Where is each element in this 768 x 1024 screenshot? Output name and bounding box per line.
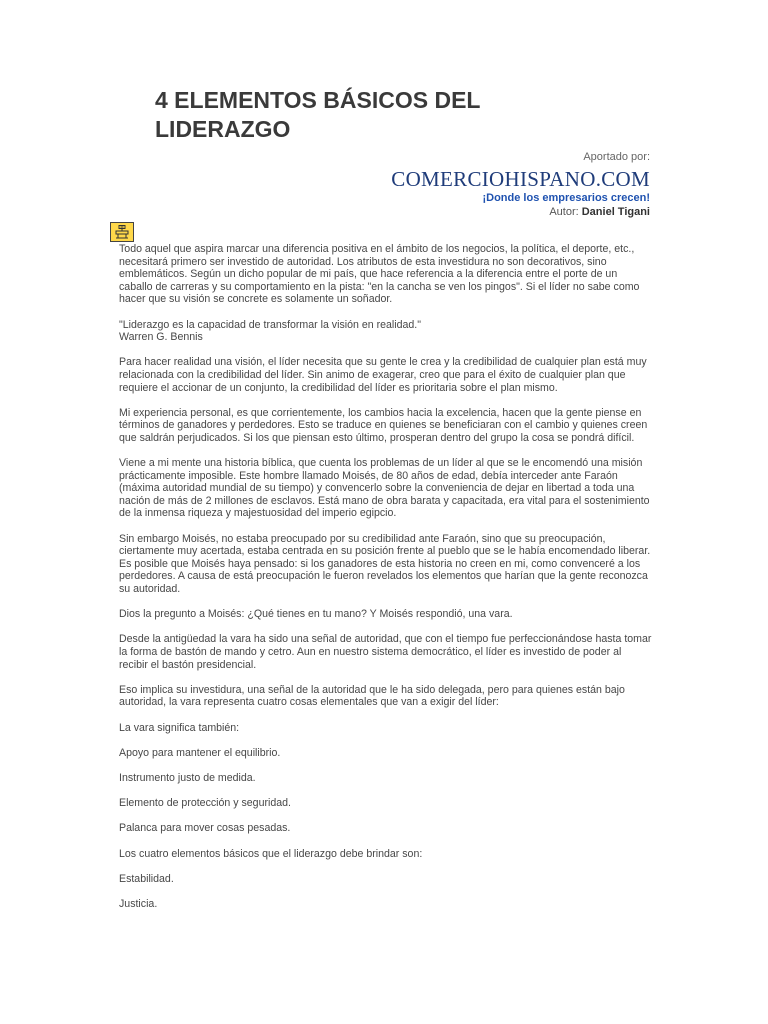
author-name: Daniel Tigani (581, 206, 650, 218)
quote-paragraph (119, 319, 653, 344)
list-item: Estabilidad. (119, 872, 174, 885)
list-item: Justicia. (119, 897, 158, 910)
paragraph: Viene a mi mente una historia bíblica, que cuenta los problemas de un líder al que se le encomendó una misión prácticamente imposible. Este hombre llamado Moisés, de 80 años de edad, debía interceder ante Faraón (máxima autoridad mundial de su tiempo) y convencerlo sobre la conveniencia de dejar en libertad a toda una nación de más de 2 millones de esclavos. Está mano de obra barata y capacitada, era vital para el sostenimiento de la inmensa riqueza y majestuosidad del imperio egipcio. (119, 457, 650, 520)
paragraph: Los cuatro elementos básicos que el liderazgo debe brindar son: (119, 847, 423, 860)
brand-tagline: ¡Donde los empresarios crecen! (482, 192, 650, 204)
author-label: Autor: (549, 206, 579, 218)
paragraph: Sin embargo Moisés, no estaba preocupado por su credibilidad ante Faraón, sino que su preocupación, ciertamente muy acertada, estaba centrada en su posición frente al pueblo que se le había encomendado liberar. Es posible que Moisés haya pensado: si los ganadores de esta historia no creen en mi, como convenceré a los perdedores. A causa de está preocupación le fueron revelados los elementos que harían que la gente reconozca su autoridad. (119, 532, 651, 596)
ornament-icon-graphic (114, 225, 130, 239)
paragraph: Todo aquel que aspira marcar una diferencia positiva en el ámbito de los negocios, la política, el deporte, etc., necesitará primero ser investido de autoridad. Los atributos de esta investidura no son decorativos, sino emblemáticos. Según un dicho popular de mi país, que hace referencia a la diferencia entre el porte de un caballo de carreras y su comportamiento en la pista: "en la cancha se ven los pingos". Si el líder no sabe como hacer que su visión se concrete es solamente un soñador. (119, 243, 640, 306)
paragraph: Para hacer realidad una visión, el líder necesita que su gente le crea y la credibilidad de cualquier plan está muy relacionada con la credibilidad del líder. Sin animo de exagerar, creo que para el éxito de cualquier plan que requiere el accionar de un conjunto, la credibilidad del líder es prioritaria sobre el plan mismo. (119, 356, 647, 394)
paragraph: Dios la pregunto a Moisés: ¿Qué tienes en tu mano? Y Moisés respondió, una vara. (119, 608, 513, 621)
author-line (380, 205, 650, 219)
attribution-block (380, 150, 650, 219)
paragraph: Eso implica su investidura, una señal de la autoridad que le ha sido delegada, pero para quienes están bajo autoridad, la vara representa cuatro cosas elementales que van a exigir del líder: (119, 683, 625, 709)
contributed-by-label: Aportado por: (583, 151, 650, 163)
page-title: 4 ELEMENTOS BÁSICOS DEL LIDERAZGO (155, 87, 481, 142)
paragraph: La vara significa también: (119, 721, 240, 734)
ornament-icon (110, 222, 134, 242)
list-item: Elemento de protección y seguridad. (119, 797, 291, 810)
list-item: Apoyo para mantener el equilibrio. (119, 746, 281, 759)
brand-logo-text[interactable]: COMERCIOHISPANO.COM (391, 167, 650, 191)
article-body (119, 243, 653, 923)
paragraph: Desde la antigüedad la vara ha sido una señal de autoridad, que con el tiempo fue perfeccionándose hasta tomar la forma de bastón de mando y cetro. Aun en nuestro sistema democrático, el líder es investido de poder al recibir el bastón presidencial. (119, 633, 652, 671)
list-item: Palanca para mover cosas pesadas. (119, 822, 291, 835)
quote-text: "Liderazgo es la capacidad de transformar la visión en realidad." Warren G. Bennis (119, 318, 421, 344)
list-item: Instrumento justo de medida. (119, 771, 256, 784)
paragraph: Mi experiencia personal, es que corrientemente, los cambios hacia la excelencia, hacen que la gente piense en términos de ganadores y perdedores. Esto se traduce en quienes se beneficiaran con el cambio y quienes creen que saldrán perjudicados. Si los que piensan esto último, prosperan dentro del grupo la cosa se pondrá difícil. (119, 406, 648, 444)
